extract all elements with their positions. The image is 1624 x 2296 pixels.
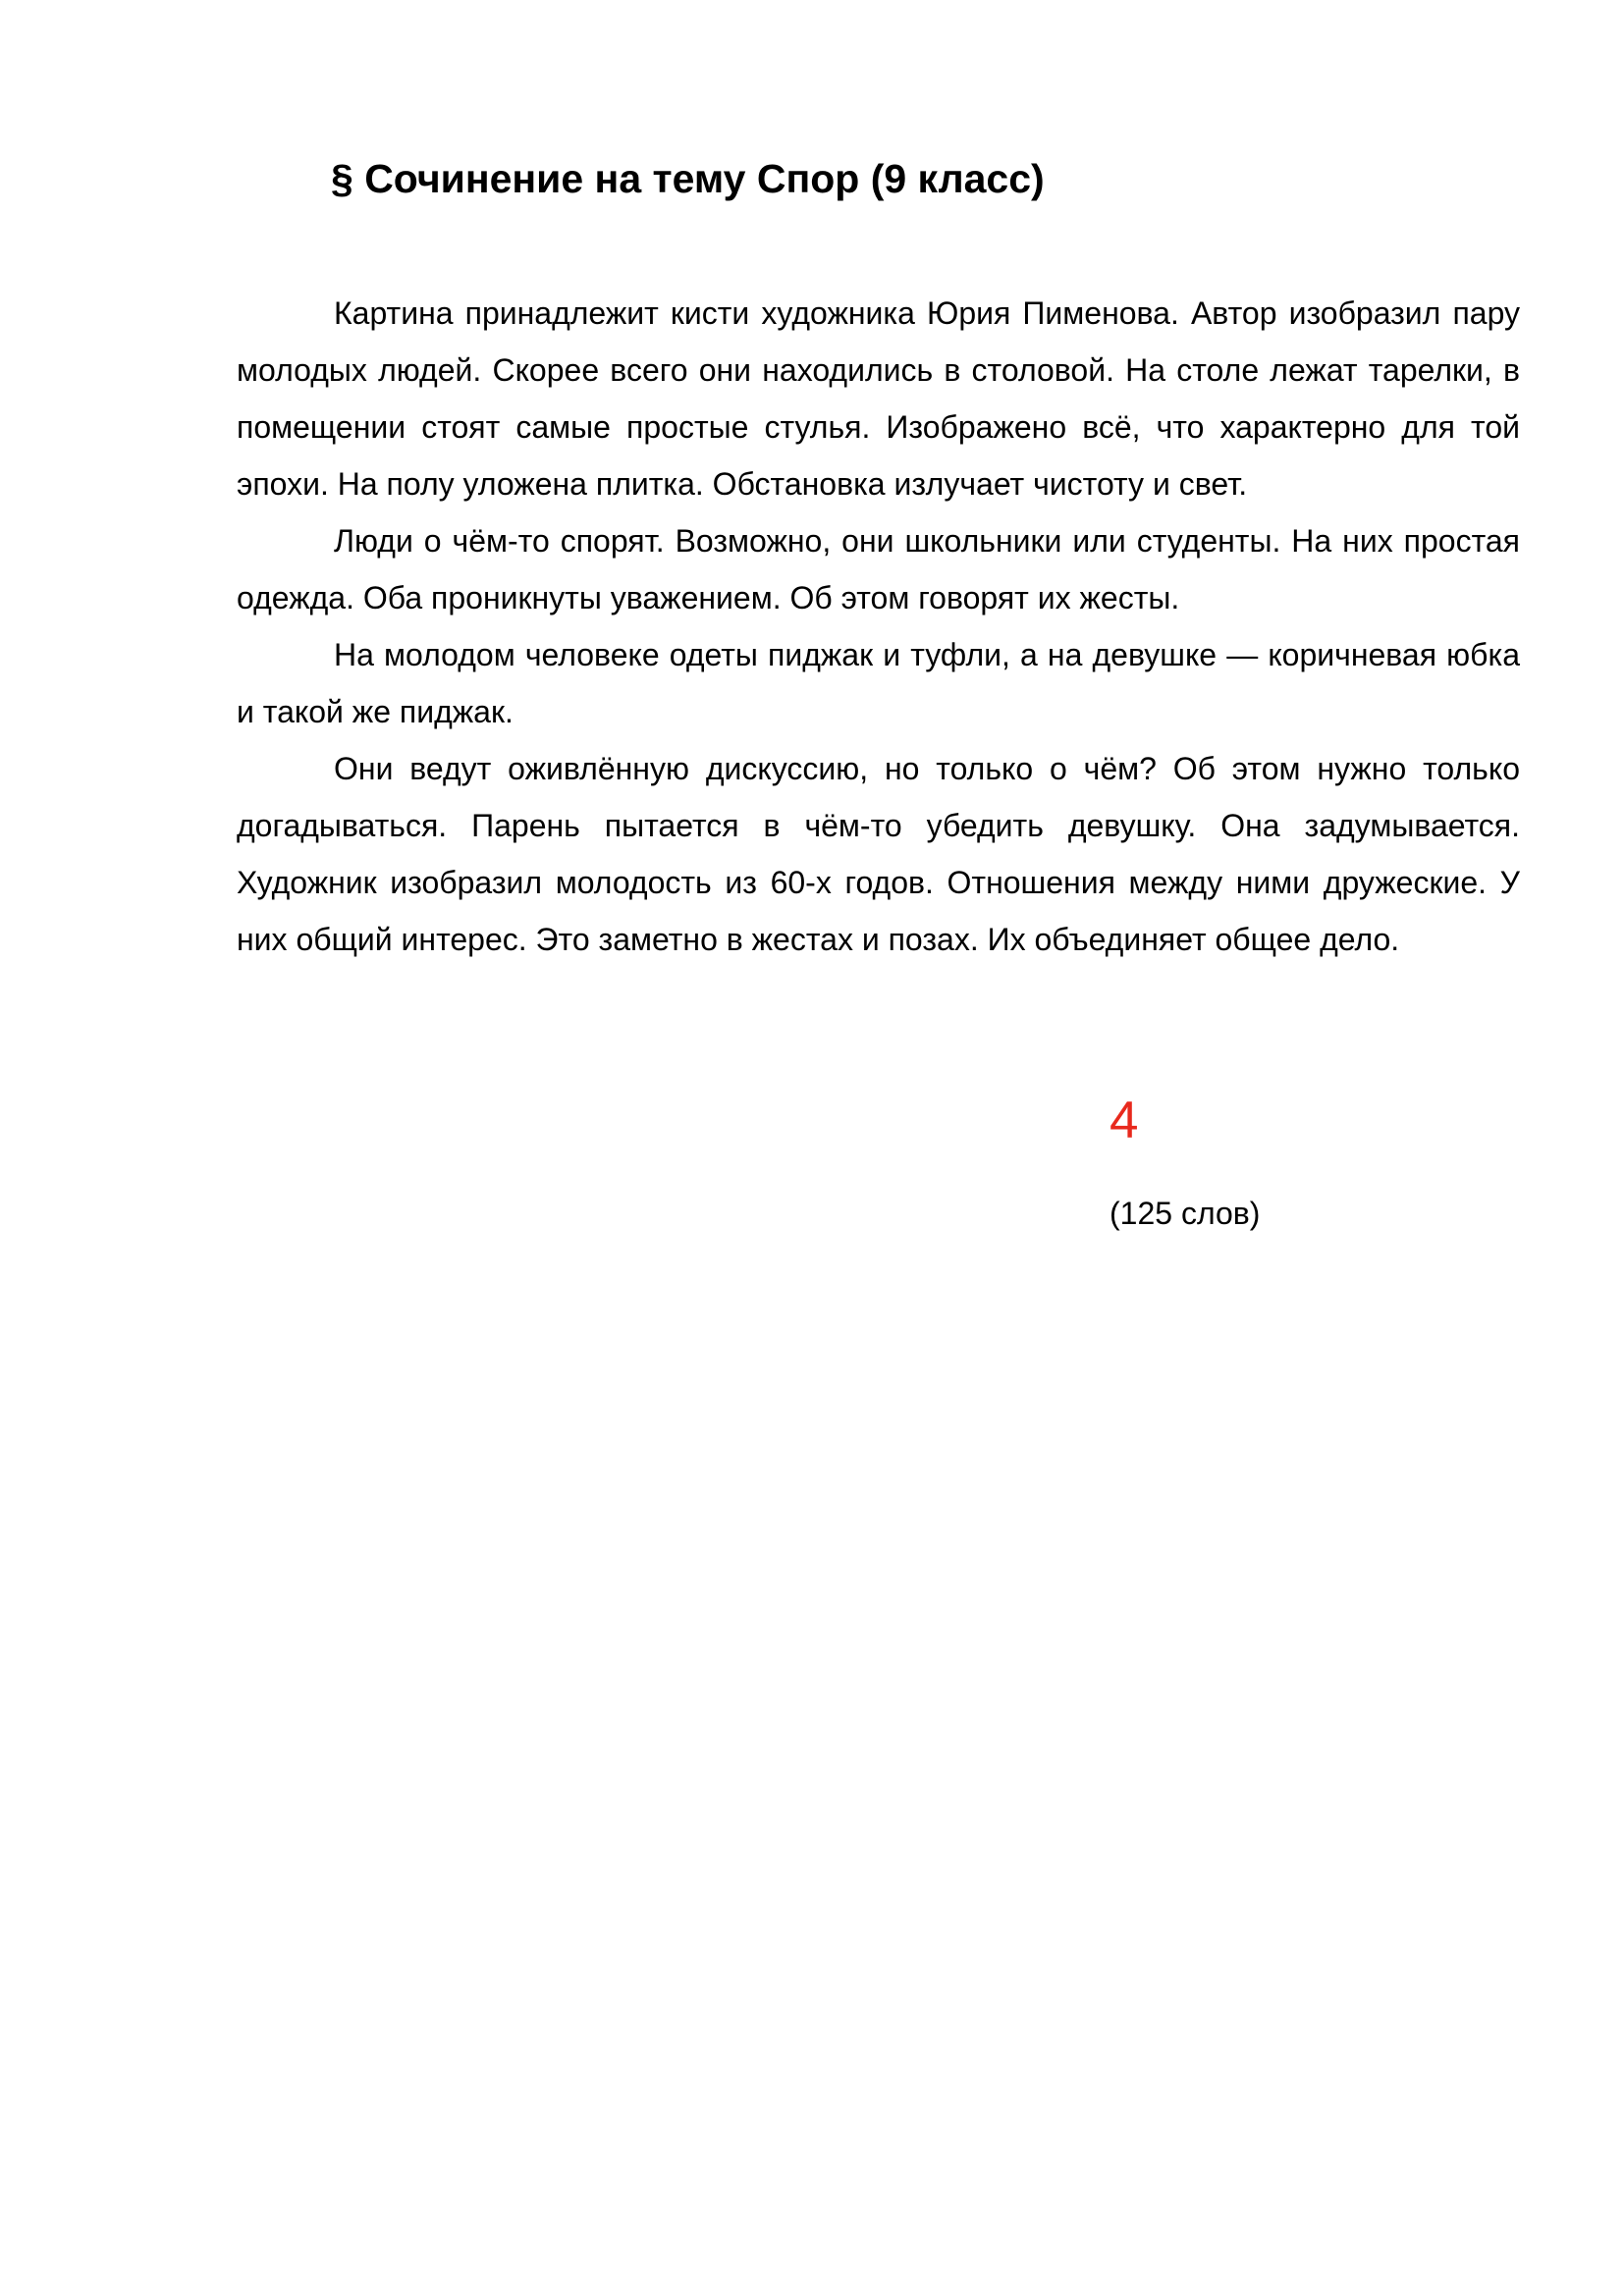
essay-body <box>237 285 1520 968</box>
paragraph-1: Картина принадлежит кисти художника Юрия Пименова. Автор изобразил пару молодых людей. Скорее всего они находились в столовой. На столе лежат тарелки, в помещении стоят самые простые стулья. Изображено всё, что характерно для той эпохи. На полу уложена плитка. Обстановка излучает чистоту и свет. <box>237 295 1520 502</box>
page-title: § Сочинение на тему Спор (9 класс) <box>331 156 1045 201</box>
grade-mark: 4 <box>1110 1092 1139 1149</box>
paragraph-2: Люди о чём-то спорят. Возможно, они школьники или студенты. На них простая одежда. Оба проникнуты уважением. Об этом говорят их жесты. <box>237 523 1520 615</box>
paragraph-3: На молодом человеке одеты пиджак и туфли, а на девушке — коричневая юбка и такой же пиджак. <box>237 637 1520 729</box>
word-count: (125 слов) <box>1110 1196 1261 1231</box>
paragraph-4: Они ведут оживлённую дискуссию, но только о чём? Об этом нужно только догадываться. Парень пытается в чём-то убедить девушку. Она задумывается. Художник изобразил молодость из 60-х годов. Отношения между ними дружеские. У них общий интерес. Это заметно в жестах и позах. Их объединяет общее дело. <box>237 751 1520 957</box>
